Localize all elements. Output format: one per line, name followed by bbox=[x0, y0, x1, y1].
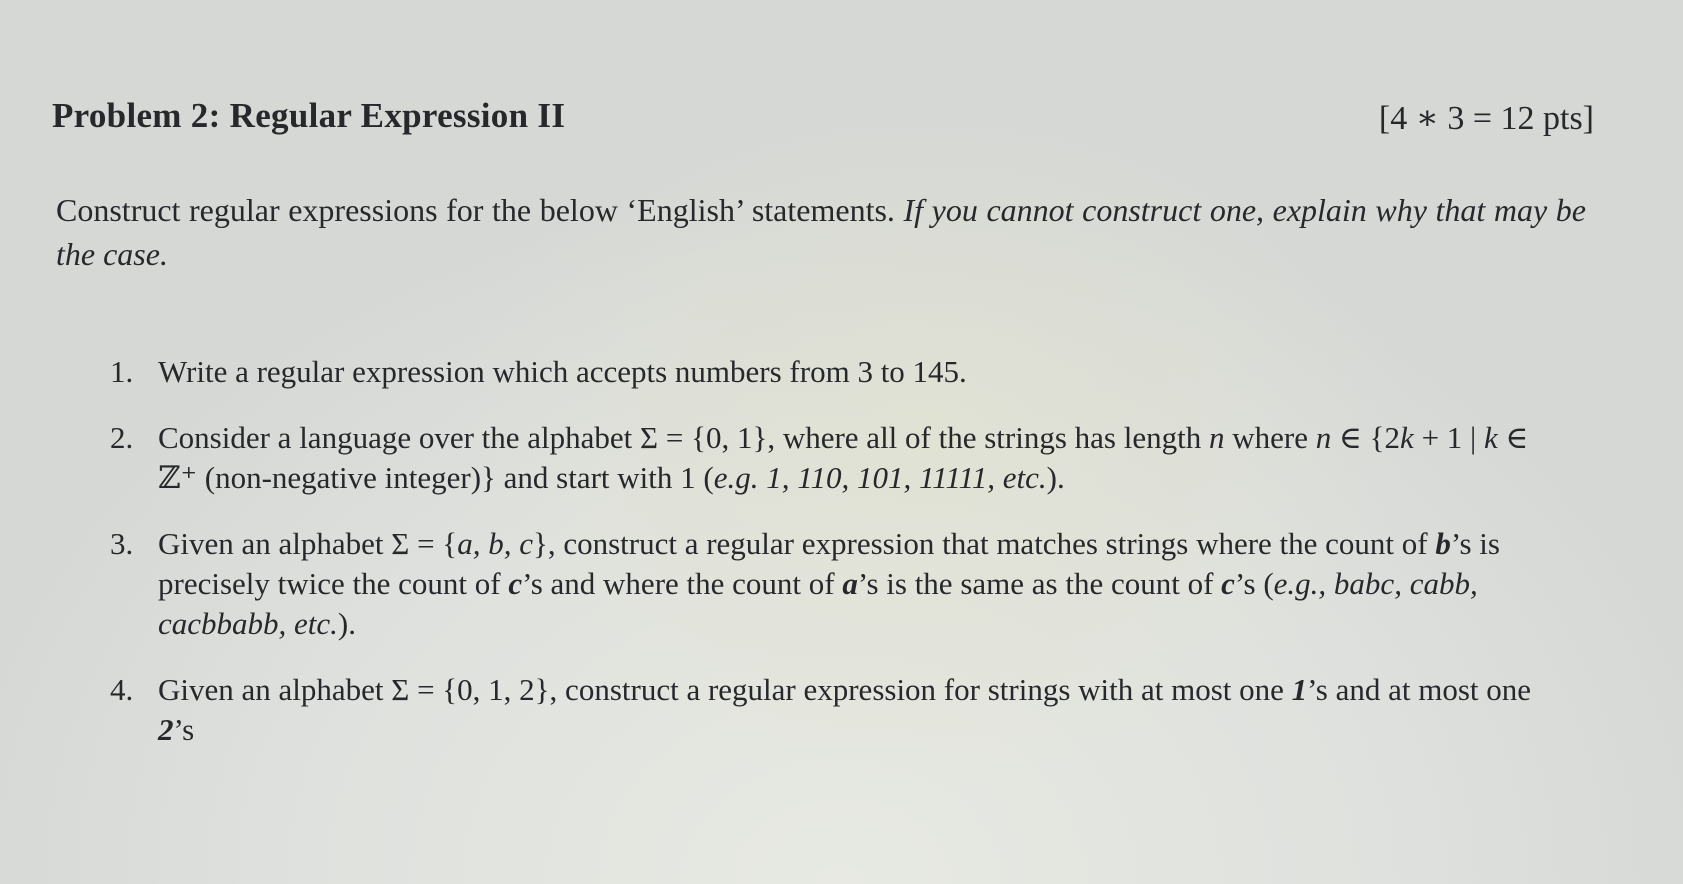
question-text bbox=[158, 352, 1570, 392]
question-3-text-g: ). bbox=[337, 606, 356, 641]
question-2-text-e: ∈ ℤ⁺ (non-negative integer)} and start with 1 ( bbox=[158, 420, 1529, 495]
symbol-b: b bbox=[1435, 526, 1451, 561]
question-number: 2. bbox=[110, 420, 134, 455]
symbol-c: c bbox=[508, 566, 523, 601]
symbol-2: 2 bbox=[158, 712, 174, 747]
question-3-text-b: }, construct a regular expression that matches strings where the count of bbox=[532, 526, 1436, 561]
instructions-paragraph bbox=[56, 188, 1586, 276]
question-2-examples: e.g. 1, 110, 101, 11111, etc. bbox=[713, 460, 1047, 495]
instructions-italic-text: If you cannot construct one, explain why that may be the case. bbox=[56, 192, 1587, 272]
question-item-4 bbox=[110, 670, 1570, 750]
symbol-c: c bbox=[1221, 566, 1235, 601]
instructions-text: Construct regular expressions for the below ‘English’ statements. bbox=[56, 192, 895, 228]
question-text bbox=[158, 670, 1570, 750]
question-number: 1. bbox=[110, 354, 134, 389]
question-3-text-a: Given an alphabet Σ = { bbox=[158, 526, 458, 561]
question-item-3 bbox=[110, 524, 1570, 644]
question-3-text-c: ’s is precisely twice the count of bbox=[158, 526, 1500, 601]
question-number: 4. bbox=[110, 672, 134, 707]
variable-k: k bbox=[1400, 420, 1414, 455]
question-2-text-b: where bbox=[1224, 420, 1316, 455]
question-text bbox=[158, 418, 1570, 498]
question-4-text-a: Given an alphabet Σ = {0, 1, 2}, construct a regular expression for strings with at most one bbox=[158, 672, 1292, 707]
question-4-text-b: ’s and at most one bbox=[1307, 672, 1532, 707]
question-4-text-c: ’s bbox=[173, 712, 195, 747]
question-3-text-e: ’s is the same as the count of bbox=[857, 566, 1222, 601]
question-2-text-d: + 1 | bbox=[1413, 420, 1485, 455]
question-3-text-d: ’s and where the count of bbox=[522, 566, 843, 601]
question-item-2 bbox=[110, 418, 1570, 498]
variable-n: n bbox=[1208, 420, 1225, 455]
symbol-a: a bbox=[842, 566, 858, 601]
question-1-text: Write a regular expression which accepts numbers from 3 to 145. bbox=[158, 354, 967, 389]
alphabet-symbols: a, b, c bbox=[457, 526, 533, 561]
variable-n: n bbox=[1315, 420, 1332, 455]
symbol-1: 1 bbox=[1291, 672, 1308, 707]
problem-header bbox=[52, 96, 1594, 146]
question-2-text-f: ). bbox=[1046, 460, 1065, 495]
question-item-1 bbox=[110, 352, 1570, 392]
question-3-examples: e.g., babc, cabb, cacbbabb, etc. bbox=[158, 566, 1478, 641]
question-3-text-f: ’s ( bbox=[1234, 566, 1274, 601]
question-2-text-c: ∈ {2 bbox=[1331, 420, 1401, 455]
variable-k: k bbox=[1484, 420, 1498, 455]
question-2-text-a: Consider a language over the alphabet Σ = {0, 1}, where all of the strings has length bbox=[158, 420, 1209, 455]
points-label: [4 ∗ 3 = 12 pts] bbox=[1378, 100, 1594, 137]
problem-title: Problem 2: Regular Expression II bbox=[52, 96, 566, 135]
question-list bbox=[110, 352, 1570, 776]
question-text bbox=[158, 524, 1570, 644]
question-number: 3. bbox=[110, 526, 134, 561]
